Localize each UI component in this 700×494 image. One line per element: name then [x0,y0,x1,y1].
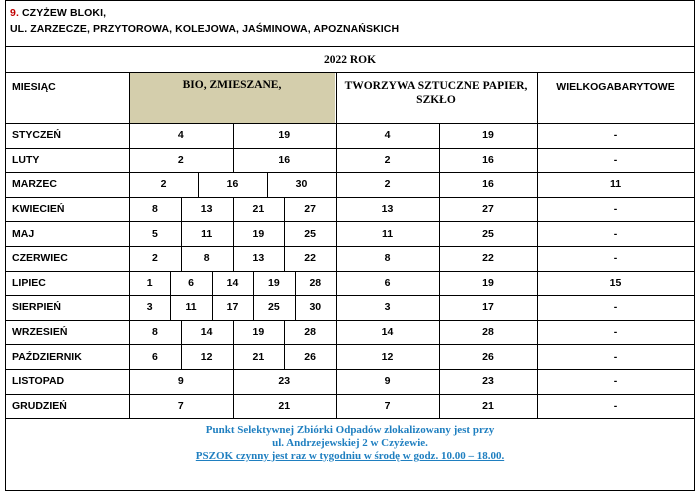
plastic-date: 11 [381,227,394,240]
plastic-date: 21 [482,399,494,412]
large-waste-date: - [613,203,618,216]
plastic-date: 6 [384,276,391,289]
plastic-column-header: TWORZYWA SZTUCZNE PAPIER, SZKŁO [344,80,528,106]
year-title: 2022 ROK [6,47,694,73]
month-label: WRZESIEŃ [12,326,68,339]
bio-date: 27 [304,203,316,216]
large-waste-date: - [613,399,618,412]
schedule-document [5,0,695,491]
plastic-date: 13 [381,203,394,216]
plastic-date: 25 [482,227,494,240]
month-label: MAJ [12,227,35,240]
month-label: CZERWIEC [12,252,68,265]
plastic-date: 17 [482,301,494,314]
bio-date: 2 [177,153,184,166]
bio-date: 11 [185,301,197,314]
plastic-date: 23 [482,375,494,388]
large-waste-date: - [613,326,618,339]
month-label: KWIECIEŃ [12,203,65,216]
bio-date: 19 [252,326,265,339]
month-label: MARZEC [12,178,57,191]
bio-date: 8 [151,326,158,339]
plastic-date: 16 [482,153,494,166]
bio-date: 21 [278,399,291,412]
plastic-date: 3 [384,301,391,314]
plastic-date: 19 [482,129,494,142]
plastic-date: 19 [482,276,494,289]
large-waste-date: - [613,129,618,142]
bio-date: 19 [278,129,291,142]
bio-date: 19 [268,276,280,289]
bio-date: 6 [151,350,158,363]
location-header [6,1,694,47]
large-waste-date: 15 [609,276,622,289]
pszok-line-2: ul. Andrzejewskiej 2 w Czyżewie. [272,437,428,449]
bio-date: 16 [278,153,291,166]
bio-date: 30 [309,301,322,314]
pszok-line-3: PSZOK czynny jest raz w tygodniu w środę w godz. 10.00 – 18.00. [195,450,505,462]
plastic-date: 14 [381,326,394,339]
large-waste-date: - [613,375,618,388]
bio-date: 13 [252,252,265,265]
bio-date: 9 [177,375,184,388]
plastic-date: 26 [482,350,494,363]
plastic-date: 2 [384,153,391,166]
bio-date: 6 [188,276,194,289]
bio-date: 11 [201,227,213,240]
plastic-date: 8 [384,252,391,265]
bio-date: 14 [226,276,239,289]
month-label: LISTOPAD [12,375,65,388]
bio-date: 21 [252,203,265,216]
bio-date: 21 [252,350,265,363]
pszok-line-1: Punkt Selektywnej Zbiórki Odpadów zlokalizowany jest przy [205,424,495,436]
bio-date: 28 [304,326,316,339]
plastic-date: 7 [384,399,391,412]
plastic-date: 16 [482,178,494,191]
bio-date: 5 [151,227,158,240]
large-waste-date: - [613,350,618,363]
bio-date: 25 [268,301,280,314]
bio-column-header: BIO, ZMIESZANE, [182,79,282,91]
bio-date: 1 [146,276,153,289]
large-waste-column-header: WIELKOGABARYTOWE [556,81,675,93]
month-column-header: MIESIĄC [12,81,56,93]
bio-date: 17 [226,301,239,314]
bio-date: 3 [146,301,153,314]
bio-date: 25 [304,227,316,240]
large-waste-date: - [613,301,618,314]
month-label: GRUDZIEŃ [12,399,67,412]
bio-date: 4 [177,129,184,142]
location-title [10,7,106,19]
plastic-date: 2 [384,178,391,191]
bio-date: 26 [304,350,316,363]
large-waste-date: 11 [609,178,622,191]
bio-date: 14 [200,326,213,339]
bio-date: 22 [304,252,316,265]
plastic-date: 9 [384,375,391,388]
bio-date: 30 [295,178,308,191]
bio-date: 19 [252,227,265,240]
month-label: LIPIEC [12,276,46,289]
location-town: CZYŻEW BLOKI, [22,7,107,19]
plastic-date: 28 [482,326,494,339]
plastic-date: 12 [381,350,394,363]
bio-date: 23 [278,375,291,388]
bio-date: 16 [226,178,239,191]
bio-date: 7 [177,399,184,412]
month-label: STYCZEŃ [12,129,62,142]
month-label: LUTY [12,153,40,166]
location-streets: UL. ZARZECZE, PRZYTOROWA, KOLEJOWA, JAŚMINOWA, APOZNAŃSKICH [10,23,400,35]
bio-date: 8 [151,203,158,216]
bio-date: 8 [203,252,210,265]
large-waste-date: - [613,227,618,240]
month-label: SIERPIEŃ [12,301,62,314]
plastic-date: 4 [384,129,391,142]
plastic-date: 27 [482,203,494,216]
plastic-date: 22 [482,252,494,265]
section-number: 9. [10,7,19,19]
large-waste-date: - [613,252,618,265]
bio-date: 13 [200,203,213,216]
bio-date: 28 [309,276,322,289]
bio-date: 12 [200,350,213,363]
large-waste-date: - [613,153,618,166]
month-label: PAŹDZIERNIK [12,350,82,363]
bio-date: 2 [151,252,158,265]
bio-date: 2 [160,178,167,191]
pszok-info [6,418,694,490]
